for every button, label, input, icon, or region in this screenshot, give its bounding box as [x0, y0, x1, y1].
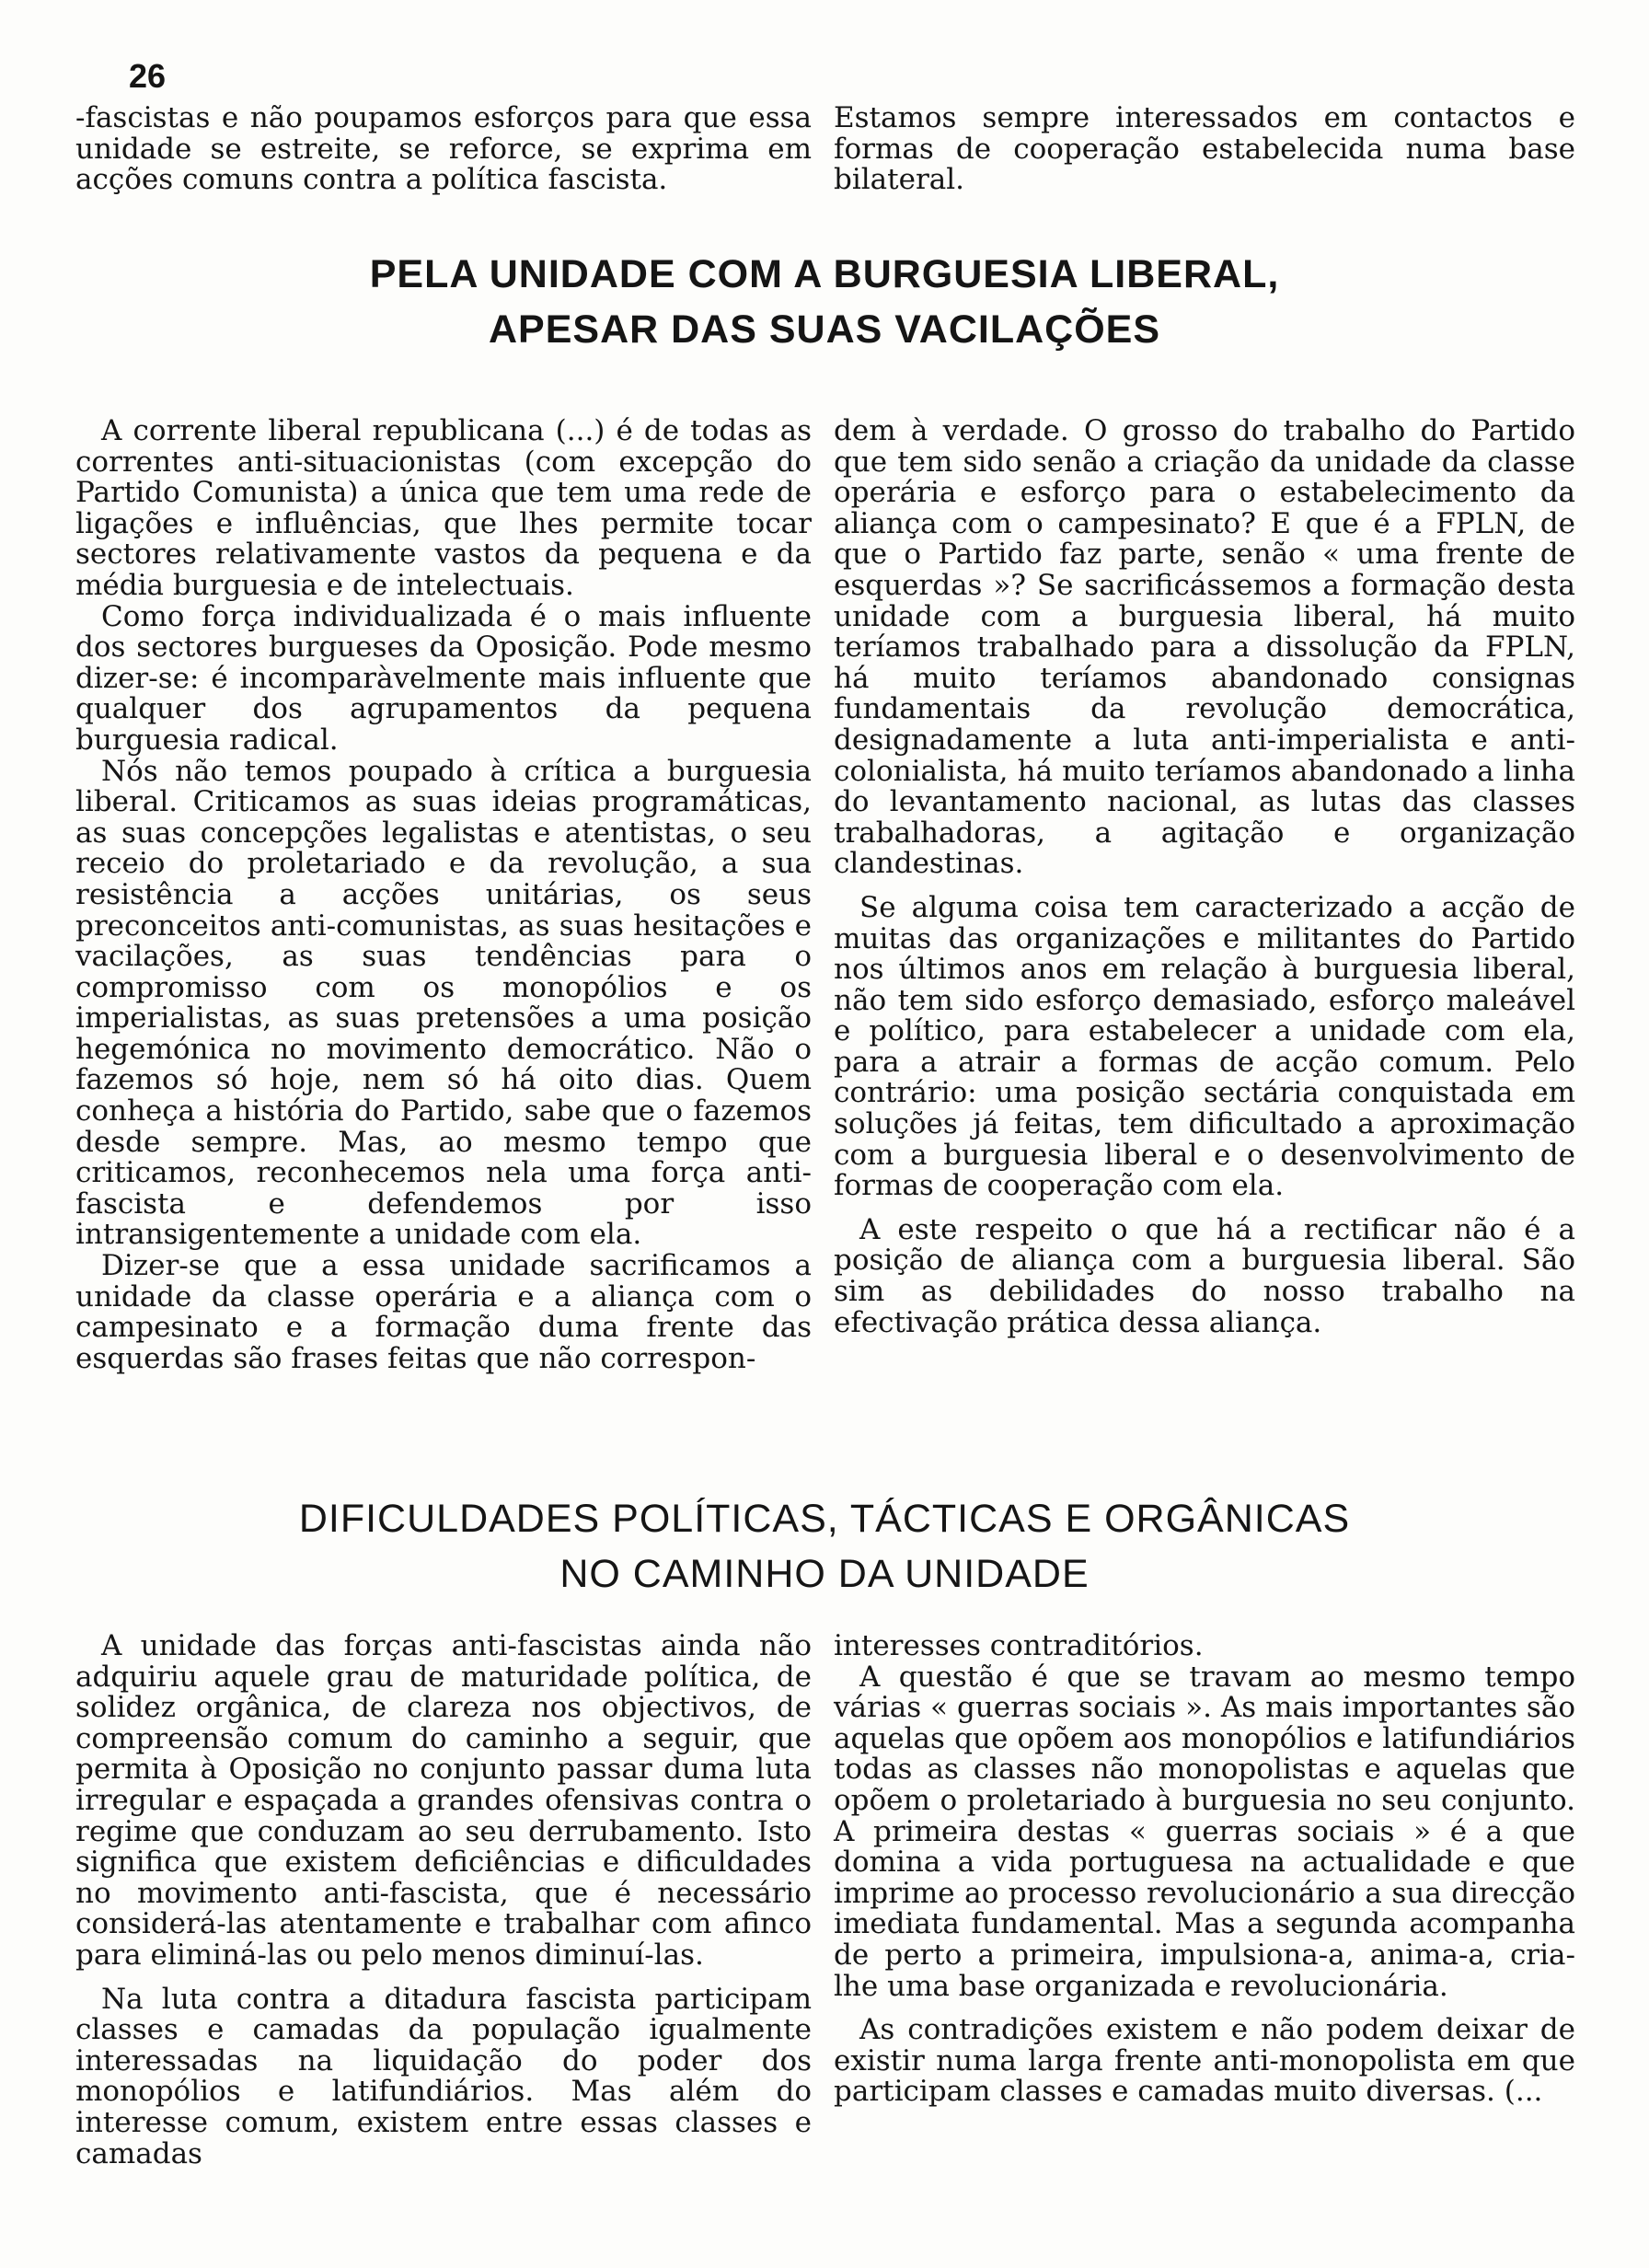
paragraph: Se alguma coisa tem caracterizado a acção de muitas das organizações e militantes do Partido nos últimos anos em relação à burguesia liberal, não tem sido esforço demasiado, esforço maleável e político, para estabelecer a unidade com ela, para a atrair a formas de acção comum. Pelo contrário: uma posição sectária conquistada em soluções já feitas, tem dificultado a aproximação com a burguesia liberal e o desenvolvimento de formas de cooperação com ela. [834, 890, 1575, 1203]
paragraph: Na luta contra a ditadura fascista participam classes e camadas da população igualmente interessadas na liquidação do poder dos monopólios e latifundiários. Mas além do interesse comum, existem entre essas classes e camadas [75, 1982, 812, 2170]
paragraph: Estamos sempre interessados em contactos e formas de cooperação estabelecida numa base bilateral. [834, 101, 1575, 197]
page-number: 26 [129, 57, 167, 95]
heading-line: NO CAMINHO DA UNIDADE [559, 1552, 1090, 1596]
paragraph: A unidade das forças anti-fascistas ainda não adquiriu aquele grau de maturidade política, de solidez orgânica, de clareza nos objectivos, de compreensão comum do caminho a seguir, que permita à Oposição no conjunto passar duma luta irregular e espaçada a grandes ofensivas contra o regime que conduzam ao seu derrubamento. Isto significa que existem deficiências e dificuldades no movimento anti-fascista, que é necessário considerá-las atentamente e trabalhar com afinco para eliminá-las ou pelo menos diminuí-las. [75, 1629, 812, 1972]
paragraph: A questão é que se travam ao mesmo tempo várias « guerras sociais ». As mais importantes são aquelas que opõem aos monopólios e latifundiários todas as classes não monopolistas e aquelas que opõem o proletariado à burguesia no seu conjunto. A primeira destas « guerras sociais » é a que domina a vida portuguesa na actualidade e que imprime ao processo revolucionário a sua direcção imediata fundamental. Mas a segunda acompanha de perto a primeira, impulsiona-a, anima-a, cria-lhe uma base organizada e revolucionária. [834, 1660, 1575, 2003]
paragraph: interesses contraditórios. [834, 1629, 1204, 1662]
section2-right-column [834, 1631, 1575, 2108]
heading-line: DIFICULDADES POLÍTICAS, TÁCTICAS E ORGÂNICAS [298, 1497, 1351, 1541]
paragraph: As contradições existem e não podem deixar de existir numa larga frente anti-monopolista em que participam classes e camadas muito diversas. (... [834, 2013, 1575, 2109]
paragraph: dem à verdade. O grosso do trabalho do Partido que tem sido senão a criação da unidade da classe operária e esforço para o estabelecimento da aliança com o campesinato? E que é a FPLN, de que o Partido faz parte, senão « uma frente de esquerdas »? Se sacrificássemos a formação desta unidade com a burguesia liberal, há muito teríamos trabalhado para a dissolução da FPLN, há muito teríamos abandonado consignas fundamentais da revolução democrática, designadamente a luta anti-imperialista e anti-colonialista, há muito teríamos abandonado a linha do levantamento nacional, as lutas das classes trabalhadoras, a agitação e organização clandestinas. [834, 414, 1575, 881]
top-left-column [75, 103, 812, 196]
section1-left-column [75, 416, 812, 1374]
section2-left-column [75, 1631, 812, 2170]
paragraph: Dizer-se que a essa unidade sacrificamos a unidade da classe operária e a aliança com o campesinato e a formação duma frente das esquerdas são frases feitas que não correspon- [75, 1249, 812, 1375]
top-right-column [834, 103, 1575, 196]
paragraph: A corrente liberal republicana (...) é de todas as correntes anti-situacionistas (com excepção do Partido Comunista) a única que tem uma rede de ligações e influências, que lhes permite tocar sectores relativamente vastos da pequena e da média burguesia e de intelectuais. [75, 414, 812, 602]
paragraph: Como força individualizada é o mais influente dos sectores burgueses da Oposição. Pode mesmo dizer-se: é incomparàvelmente mais influente que qualquer dos agrupamentos da pequena burguesia radical. [75, 599, 812, 757]
paragraph: A este respeito o que há a rectificar não é a posição de aliança com a burguesia liberal. São sim as debilidades do nosso trabalho na efectivação prática dessa aliança. [834, 1212, 1575, 1339]
section-heading-unity-difficulties [0, 1491, 1649, 1602]
heading-line: PELA UNIDADE COM A BURGUESIA LIBERAL, [369, 252, 1280, 296]
paragraph: Nós não temos poupado à crítica a burguesia liberal. Criticamos as suas ideias programáticas, as suas concepções legalistas e atentistas, o seu receio do proletariado e da revolução, a sua resistência a acções unitárias, os seus preconceitos anti-comunistas, as suas hesitações e vacilações, as suas tendências para o compromisso com os monopólios e os imperialistas, as suas pretensões a uma posição hegemónica no movimento democrático. Não o fazemos só hoje, nem só há oito dias. Quem conheça a história do Partido, sabe que o fazemos desde sempre. Mas, ao mesmo tempo que criticamos, reconhecemos nela uma força anti-fascista e defendemos por isso intransigentemente a unidade com ela. [75, 754, 812, 1252]
paragraph: -fascistas e não poupamos esforços para que essa unidade se estreite, se reforce, se exprima em acções comuns contra a política fascista. [75, 101, 812, 197]
section1-right-column [834, 416, 1575, 1338]
heading-line: APESAR DAS SUAS VACILAÇÕES [488, 307, 1161, 352]
section-heading-liberal-bourgeoisie [0, 247, 1649, 357]
